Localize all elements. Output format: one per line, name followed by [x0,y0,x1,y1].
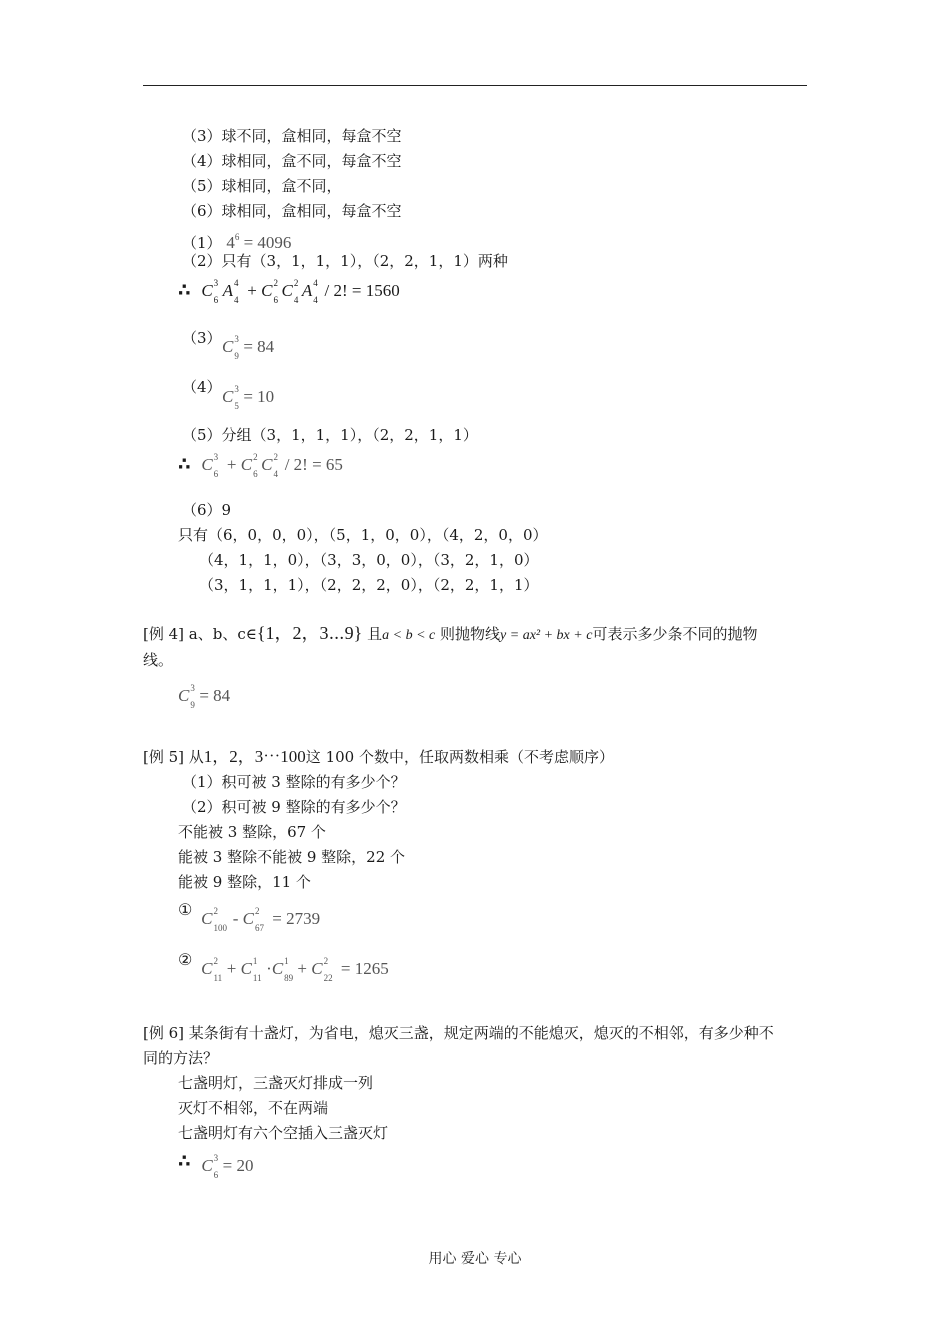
answer-1-label: （1） [182,234,222,252]
circled-two-marker: ② [178,950,193,969]
answer-5-result: / 2! = 65 [284,455,343,474]
question-5: （5）球相同，盒不同， [182,177,342,195]
therefore-symbol: ∴ [178,1151,191,1172]
example-6-result: = 20 [222,1156,254,1175]
example-4-parabola: y = ax² + bx + c [500,628,593,643]
example-5-formula-1: C 2 100 - C 2 67 = 2739 [201,906,321,933]
example-4-label: [例 4] a、b、c∈ [143,625,257,643]
example-5-answer-2 [178,950,389,983]
example-5-step-1: 不能被 3 整除，67 个 [178,823,326,841]
answer-6-line-3: （3，1，1，1），（2，2，2，0），（2，2，1，1） [199,576,539,594]
example-5-result-2: = 1265 [340,959,389,978]
therefore-symbol: ∴ [178,454,191,475]
answer-5-formula-row [178,452,343,479]
answer-6-line-2: （4，1，1，0），（3，3，0，0），（3，2，1，0） [199,551,539,569]
answer-1 [182,227,291,253]
example-4-tail-2: 线。 [143,651,174,669]
example-4-answer-result: = 84 [199,686,231,705]
example-4-statement [143,623,757,646]
question-6: （6）球相同，盒相同，每盒不空 [182,202,402,220]
answer-6-label: （6）9 [182,501,232,519]
example-5-step-3: 能被 9 整除，11 个 [178,873,311,891]
example-4-mid: 则抛物线 [440,625,501,643]
answer-1-formula: $4^6 = 4096$ [226,232,292,252]
example-5-question-2: （2）积可被 9 整除的有多少个？ [182,798,406,816]
answer-4-formula: C 3 5 = 10 [222,384,275,411]
answer-4-label: （4） [182,378,222,396]
therefore-symbol: ∴ [178,280,191,301]
circled-one-marker: ① [178,900,193,919]
example-5-step-2: 能被 3 整除不能被 9 整除，22 个 [178,848,406,866]
answer-3-label: （3） [182,329,222,347]
example-5-question-1: （1）积可被 3 整除的有多少个？ [182,773,406,791]
answer-5-formula: C 3 6 + C 2 6 C 2 4 / 2! = 65 [201,452,343,479]
example-4-tail: 可表示多少条不同的抛物 [592,625,758,643]
answer-2-result: / 2! = 1560 [324,281,400,300]
example-5-range: 1，2，3⋯100 [203,747,306,766]
example-5-answer-1 [178,900,321,933]
page-footer: 用心 爱心 专心 [428,1251,522,1267]
question-4: （4）球相同，盒不同，每盒不空 [182,152,402,170]
question-3: （3）球不同，盒相同，每盒不空 [182,127,402,145]
example-6-line-1: [例 6] 某条街有十盏灯，为省电，熄灭三盏，规定两端的不能熄灭，熄灭的不相邻，有多少种不 [143,1024,774,1042]
example-6-line-2: 同的方法？ [143,1049,219,1067]
example-6-formula: C 3 6 = 20 [201,1153,254,1180]
example-4-and: 且 [367,625,383,643]
answer-5-text: （5）分组（3，1，1，1），（2，2，1，1） [182,426,478,444]
answer-2-text: （2）只有（3，1，1，1），（2，2，1，1）两种 [182,252,508,270]
example-5-formula-2: C 2 11 + C 1 11 ·C 1 89 + C 2 22 = 1265 [201,956,389,983]
header-rule [143,85,807,86]
example-6-step-3: 七盏明灯有六个空插入三盏灭灯 [178,1124,389,1142]
example-5-label: [例 5] 从 [143,748,204,766]
example-5-statement [143,747,614,767]
example-4-set: {1，2，3⋯9} [256,623,363,643]
answer-2-formula: C 3 6 A 4 4 + C 2 6 C 2 4 A 4 4 / 2! = 1560 [201,278,400,305]
example-6-step-2: 灭灯不相邻，不在两端 [178,1099,329,1117]
example-6-step-1: 七盏明灯，三盏灭灯排成一列 [178,1074,374,1092]
example-4-condition: a < b < c [382,628,436,643]
example-5-text: 这 100 个数中，任取两数相乘（不考虑顺序） [305,748,614,766]
example-5-result-1: = 2739 [272,909,321,928]
answer-3-formula: C 3 9 = 84 [222,334,275,361]
answer-3-result: = 84 [243,337,275,356]
example-6-answer-row [178,1151,254,1180]
answer-1-result: = 4096 [243,233,292,252]
answer-4-result: = 10 [243,387,275,406]
answer-2-formula-row [178,278,400,305]
example-4-answer: C 3 9 = 84 [178,683,231,710]
answer-6-line-1: 只有（6，0，0，0），（5，1，0，0），（4，2，0，0） [178,526,548,544]
